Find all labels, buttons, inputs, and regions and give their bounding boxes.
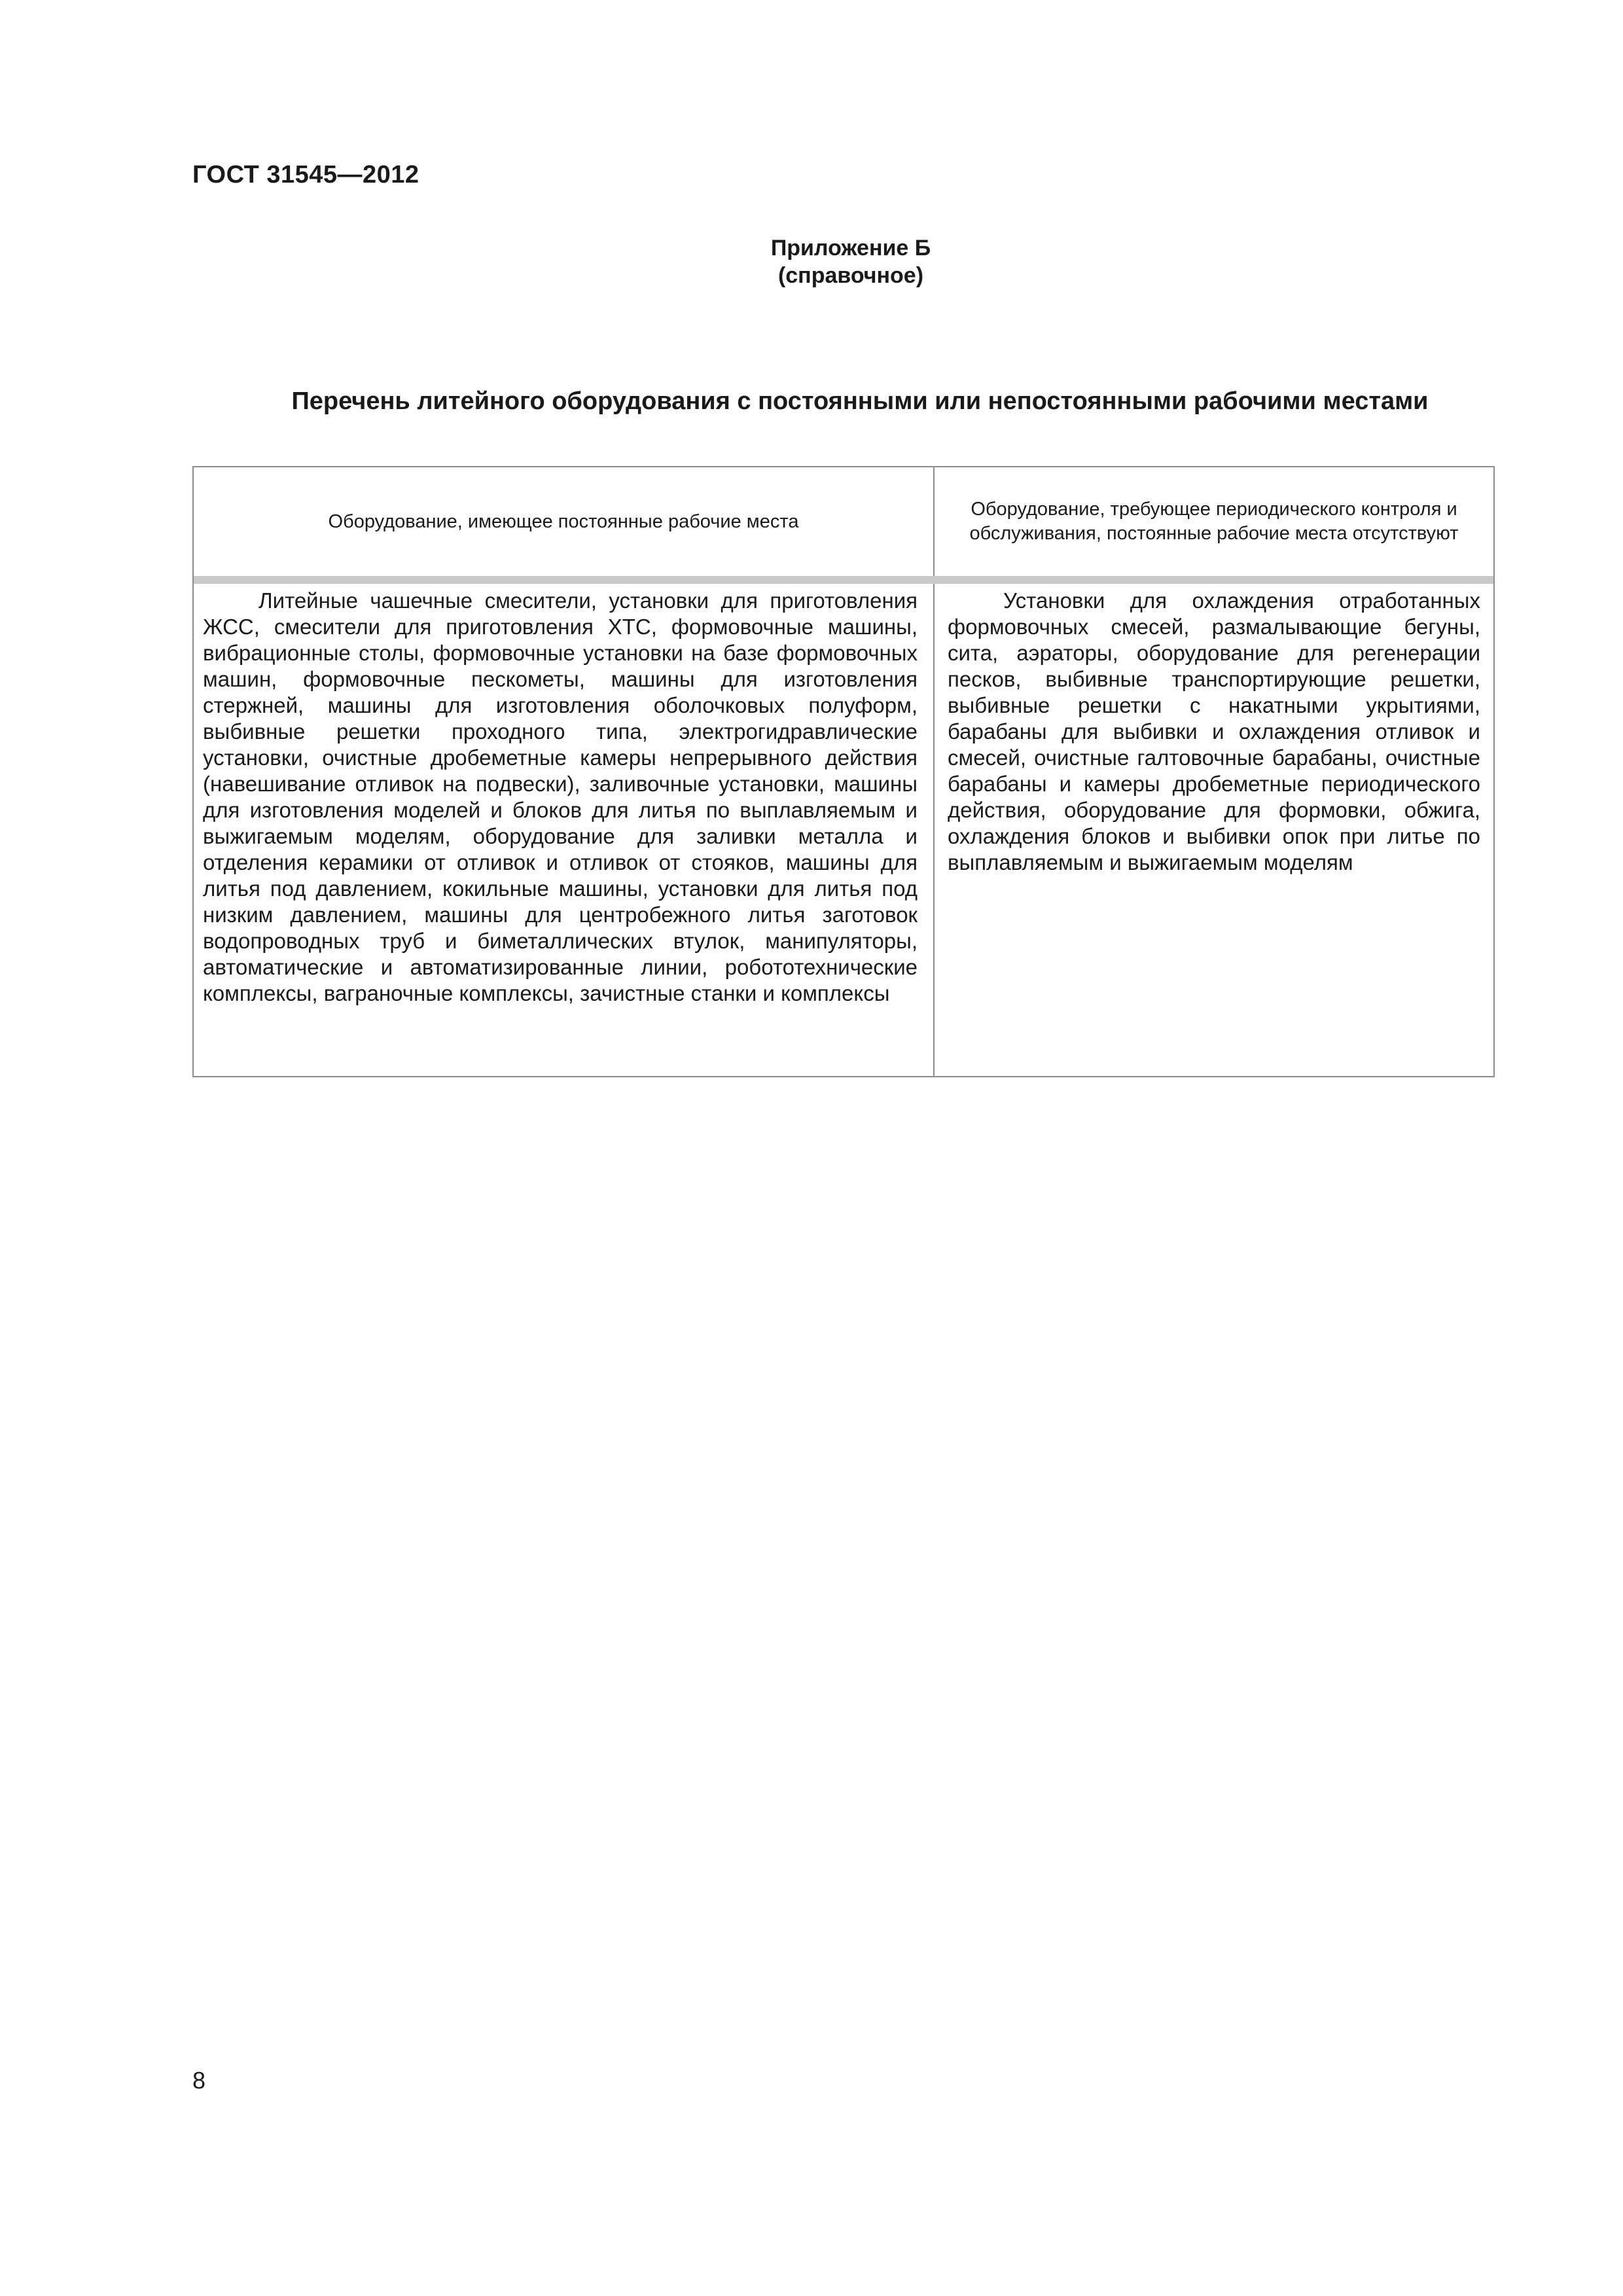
document-code: ГОСТ 31545—2012 bbox=[192, 161, 419, 188]
equipment-table bbox=[192, 466, 1495, 1077]
cell-periodic-equipment: Установки для охлаждения отработанных формовочных смесей, размалывающие бегуны, сита, аэраторы, оборудование для регенерации песков, выбивные транспортирующие решетки, выбивные решетки с накатными укрытиями, барабаны для выбивки и охлаждения отливок и смесей, очистные галтовочные барабаны, очистные барабаны и камеры дробеметные периодического действия, оборудование для формовки, обжига, охлаждения блоков и выбивки опок при литье по выплавляемым и выжигаемым моделям bbox=[948, 588, 1480, 874]
appendix-heading bbox=[654, 234, 1047, 289]
table-title: Перечень литейного оборудования с постоянными или непостоянными рабочими местами bbox=[291, 387, 1429, 415]
page-number: 8 bbox=[192, 2067, 206, 2094]
column-header-periodic-text: Оборудование, требующее периодического контроля и обслуживания, постоянные рабочие места отсутствуют bbox=[969, 499, 1459, 544]
column-header-permanent-text: Оборудование, имеющее постоянные рабочие места bbox=[328, 511, 799, 532]
cell-permanent-equipment: Литейные чашечные смесители, установки для приготовления ЖСС, смесители для приготовления ХТС, формовочные машины, вибрационные столы, формовочные установки на базе формовочных машин, формовочные пескометы, машины для изготовления стержней, машины для изготовления оболочковых полуформ, выбивные решетки проходного типа, электрогидравлические установки, очистные дробеметные камеры непрерывного действия (навешивание отливок на подвески), заливочные установки, машины для изготовления моделей и блоков для литья по выплавляемым и выжигаемым моделям, оборудование для заливки металла и отделения керамики от отливок и отливок от стояков, машины для литья под давлением, кокильные машины, установки для литья под низким давлением, машины для центробежного литья заготовок водопроводных труб и биметаллических втулок, манипуляторы, автоматические и автоматизированные линии, робототехнические комплексы, ваграночные комплексы, зачистные станки и комплексы bbox=[203, 588, 918, 1005]
column-header-permanent bbox=[194, 467, 933, 576]
column-header-periodic bbox=[935, 467, 1493, 576]
header-separator bbox=[194, 576, 1493, 584]
appendix-title: Приложение Б bbox=[770, 236, 931, 260]
appendix-type: (справочное) bbox=[777, 263, 924, 288]
